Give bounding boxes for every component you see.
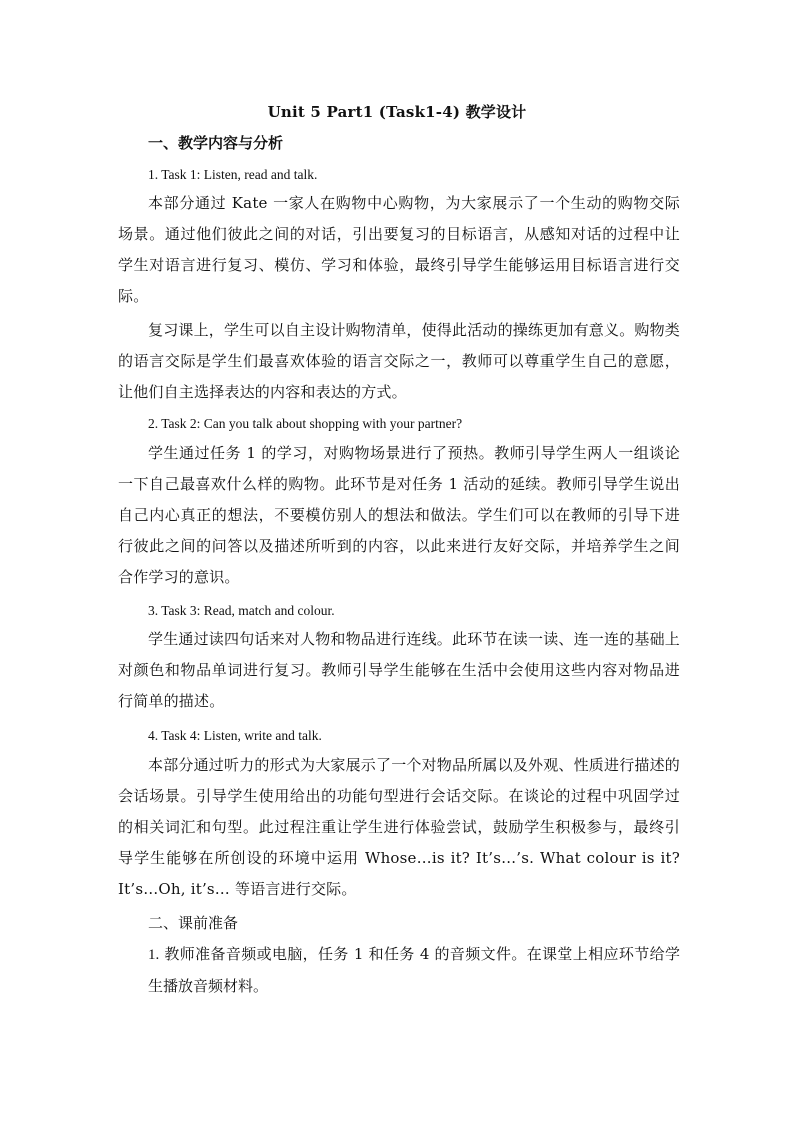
preparation-item-text: 教师准备音频或电脑，任务 1 和任务 4 的音频文件。在课堂上相应环节给学生播放音频材料。	[148, 945, 680, 995]
task-4-heading: 4. Task 4: Listen, write and talk.	[148, 728, 322, 743]
section-heading-preparation: 二、课前准备	[148, 914, 239, 932]
task-3-paragraph-1: 学生通过读四句话来对人物和物品进行连线。此环节在读一读、连一连的基础上对颜色和物品单词进行复习。教师引导学生能够在生活中会使用这些内容对物品进行简单的描述。	[118, 630, 681, 710]
preparation-item-number: 1.	[148, 947, 160, 963]
task-4-paragraph-1: 本部分通过听力的形式为大家展示了一个对物品所属以及外观、性质进行描述的会话场景。引导学生使用给出的功能句型进行会话交际。在谈论的过程中巩固学过的相关词汇和句型。此过程注重让学生进行体验尝试，鼓励学生积极参与，最终引导学生能够在所创设的环境中运用 Whose…is it? It’s…’s. What colour is it? It’s…Oh, it’s… 等语言进行交际。	[118, 756, 681, 898]
task-1-heading: 1. Task 1: Listen, read and talk.	[148, 167, 318, 182]
preparation-item-1	[148, 939, 680, 1002]
task-1-paragraph-2: 复习课上，学生可以自主设计购物清单，使得此活动的操练更加有意义。购物类的语言交际是学生们最喜欢体验的语言交际之一，教师可以尊重学生自己的意愿，让他们自主选择表达的内容和表达的方式。	[118, 321, 681, 401]
section-heading-content-analysis: 一、教学内容与分析	[148, 134, 284, 152]
task-1-paragraph-1: 本部分通过 Kate 一家人在购物中心购物，为大家展示了一个生动的购物交际场景。通过他们彼此之间的对话，引出要复习的目标语言，从感知对话的过程中让学生对语言进行复习、模仿、学习和体验，最终引导学生能够运用目标语言进行交际。	[118, 194, 680, 305]
task-2-heading: 2. Task 2: Can you talk about shopping with your partner?	[148, 416, 463, 431]
task-3-heading: 3. Task 3: Read, match and colour.	[148, 603, 335, 618]
document-title: Unit 5 Part1 (Task1-4) 教学设计	[267, 103, 527, 121]
task-2-paragraph-1: 学生通过任务 1 的学习，对购物场景进行了预热。教师引导学生两人一组谈论一下自己最喜欢什么样的购物。此环节是对任务 1 活动的延续。教师引导学生说出自己内心真正的想法，不要模仿别人的想法和做法。学生们可以在教师的引导下进行彼此之间的问答以及描述所听到的内容，以此来进行友好交际，并培养学生之间合作学习的意识。	[118, 444, 680, 586]
